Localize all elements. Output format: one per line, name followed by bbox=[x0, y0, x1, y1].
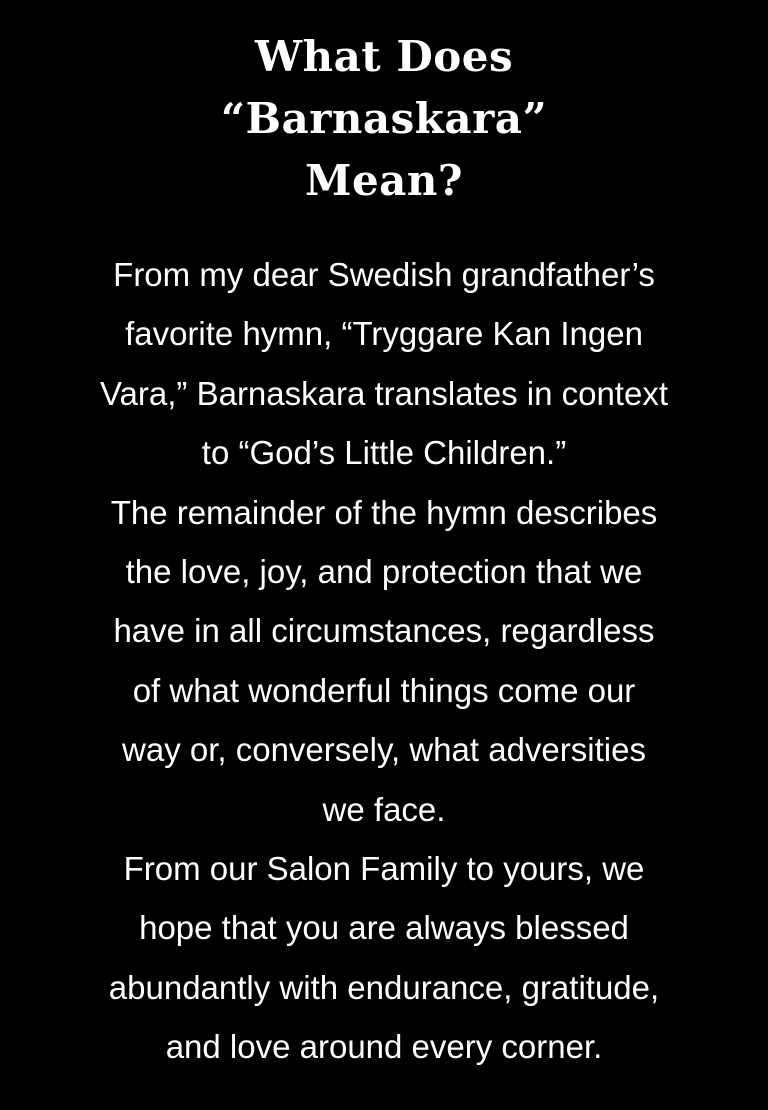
body-line: abundantly with endurance, gratitude, bbox=[108, 968, 660, 1006]
body-line: to “God’s Little Children.” bbox=[201, 434, 567, 472]
body-paragraphs bbox=[0, 245, 768, 1077]
body-line: the love, joy, and protection that we bbox=[125, 553, 643, 591]
title-line: Mean? bbox=[304, 156, 464, 205]
title-line: What Does bbox=[254, 32, 514, 81]
body-line: The remainder of the hymn describes bbox=[110, 493, 658, 531]
title-line: “Barnaskara” bbox=[220, 94, 548, 143]
body-line: of what wonderful things come our bbox=[132, 671, 636, 709]
body-line: favorite hymn, “Tryggare Kan Ingen bbox=[125, 315, 643, 353]
body-line: Vara,” Barnaskara translates in context bbox=[100, 374, 668, 412]
body-line: we face. bbox=[322, 790, 446, 828]
body-line: From our Salon Family to yours, we bbox=[123, 850, 645, 888]
body-line: hope that you are always blessed bbox=[139, 909, 629, 947]
body-line: have in all circumstances, regardless bbox=[113, 612, 655, 650]
page-title bbox=[0, 26, 768, 212]
body-line: and love around every corner. bbox=[165, 1028, 603, 1066]
body-line: From my dear Swedish grandfather’s bbox=[113, 256, 655, 293]
body-line: way or, conversely, what adversities bbox=[122, 731, 646, 769]
